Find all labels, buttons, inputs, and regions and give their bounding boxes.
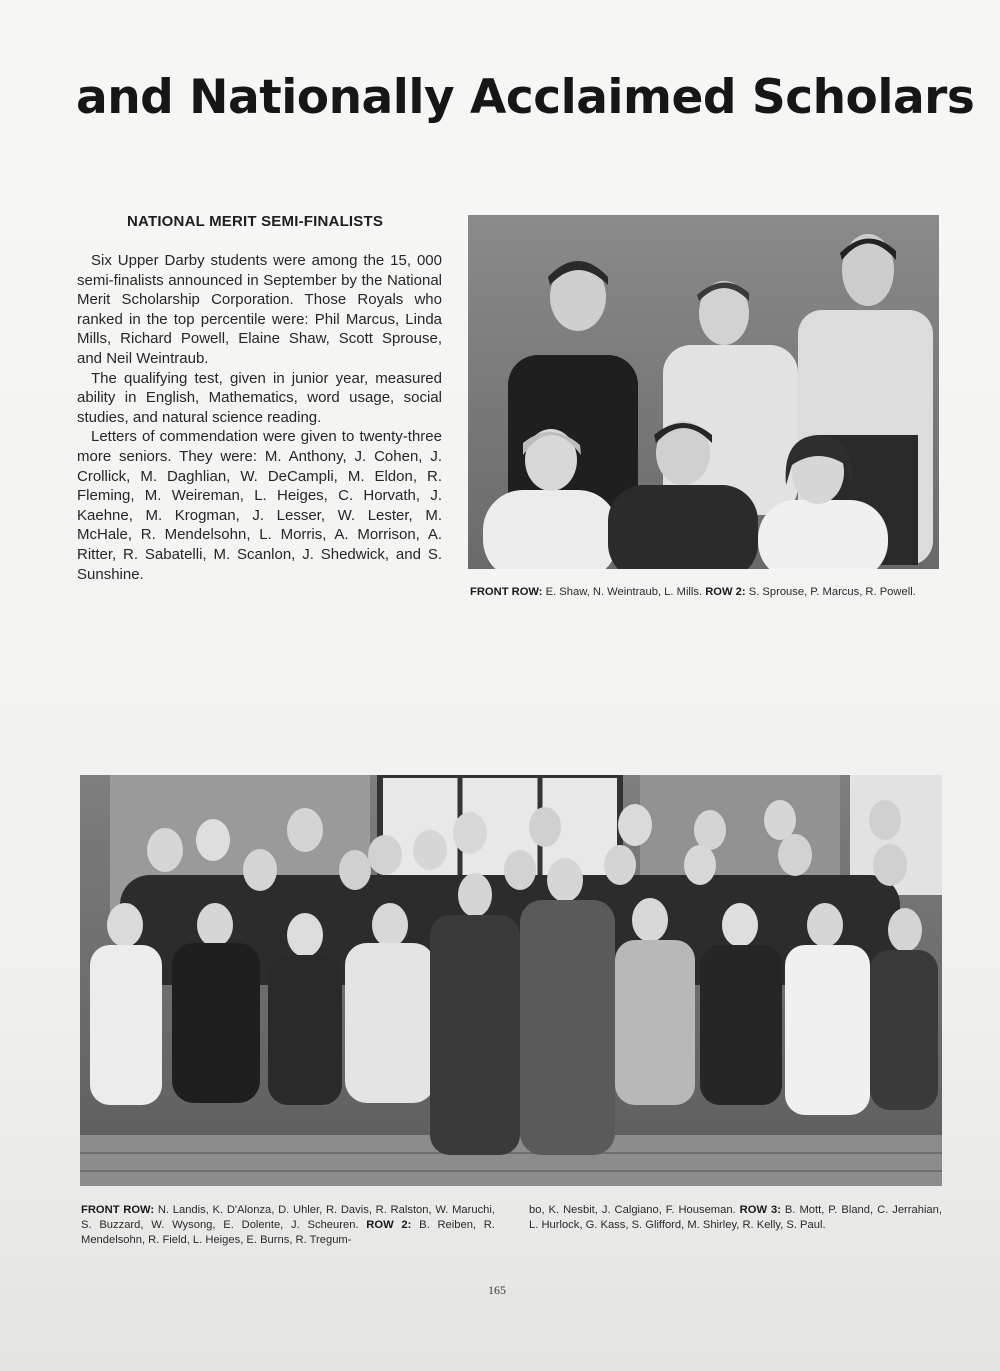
article-paragraph: Letters of commendation were given to twenty-three more seniors. They were: M. Anthony, J. Cohen, J. Crollick, M. Daghlian, W. DeCampli, M. Eldon, R. Fleming, M. Weireman, L. Heiges, C. Horvath, J. Kaehne, M. Krogman, J. Lesser, W. Lester, M. McHale, R. Mendelsohn, L. Morris, A. Morrison, A. Ritter, R. Sabatelli, M. Scanlon, J. Shedwick, and S. Sunshine. (77, 428, 442, 583)
caption-row-label: ROW 3: (739, 1204, 781, 1216)
caption-names: E. Shaw, N. Weintraub, L. Mills. (542, 586, 706, 598)
commended-caption-col2 (529, 1203, 942, 1233)
caption-row-label: ROW 2: (366, 1219, 412, 1231)
page-number: 165 (488, 1283, 506, 1297)
commended-students-photo (80, 775, 942, 1186)
semi-finalists-photo (468, 215, 939, 569)
article-body (77, 251, 442, 584)
caption-names: B. Mott, P. Bland, C. Jerrahian, L. Hurlock, G. Kass, S. Glifford, M. Shirley, R. Kelly, S. Paul. (529, 1204, 942, 1231)
caption-names: B. Reiben, R. Mendelsohn, R. Field, L. Heiges, E. Burns, R. Tregum- (81, 1219, 495, 1246)
commended-caption-col1 (81, 1203, 495, 1248)
caption-names: S. Sprouse, P. Marcus, R. Powell. (745, 586, 916, 598)
caption-row-label: ROW 2: (705, 586, 746, 598)
caption-names: N. Landis, K. D'Alonza, D. Uhler, R. Davis, R. Ralston, W. Maruchi, S. Buzzard, W. Wysong, E. Dolente, J. Scheuren. (81, 1204, 495, 1231)
article-paragraph: Six Upper Darby students were among the 15, 000 semi-finalists announced in September by the National Merit Scholarship Corporation. Those Royals who ranked in the top percentile were: Phil Marcus, Linda Mills, Richard Powell, Elaine Shaw, Scott Sprouse, and Neil Weintraub. (77, 252, 442, 367)
page-headline: and Nationally Acclaimed Scholars (76, 70, 975, 125)
section-title: NATIONAL MERIT SEMI-FINALISTS (127, 213, 384, 230)
caption-row-label: FRONT ROW: (470, 586, 543, 598)
caption-names: bo, K. Nesbit, J. Calgiano, F. Houseman. (529, 1204, 740, 1216)
semi-finalists-caption (470, 585, 942, 600)
article-paragraph: The qualifying test, given in junior year, measured ability in English, Mathematics, word usage, social studies, and natural science reading. (77, 369, 442, 426)
caption-row-label: FRONT ROW: (81, 1204, 155, 1216)
